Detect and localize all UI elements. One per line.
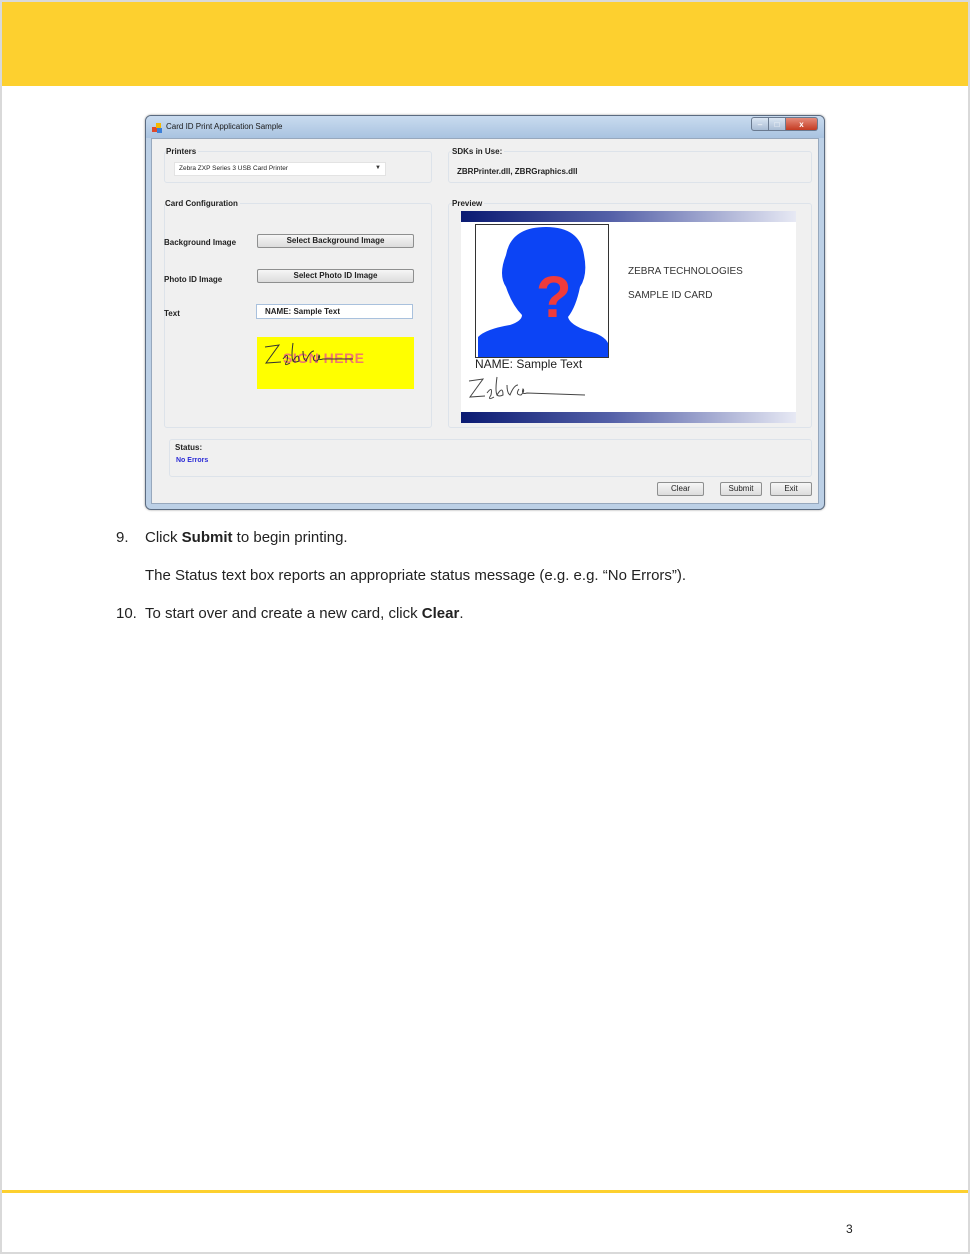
exit-button[interactable]: Exit (770, 482, 812, 496)
minimize-icon: – (757, 119, 763, 129)
card-company-text: ZEBRA TECHNOLOGIES (628, 266, 743, 277)
card-config-label: Card Configuration (165, 199, 238, 208)
unknown-person-icon (476, 225, 609, 358)
card-bottom-band (461, 412, 796, 423)
step-9-prefix: Click (145, 529, 182, 546)
chevron-down-icon[interactable]: ▼ (375, 165, 381, 171)
background-image-label: Background Image (164, 238, 237, 247)
signature-pad[interactable] (257, 337, 414, 389)
header-band (2, 2, 968, 86)
text-input[interactable]: NAME: Sample Text (256, 304, 413, 319)
sign-here-placeholder: SIGN HERE (283, 350, 365, 366)
select-background-image-button[interactable]: Select Background Image (257, 234, 414, 248)
clear-button[interactable]: Clear (657, 482, 704, 496)
printers-label: Printers (166, 147, 197, 156)
page-number: 3 (846, 1222, 853, 1236)
card-type-text: SAMPLE ID CARD (628, 290, 713, 301)
card-name-text: NAME: Sample Text (475, 357, 583, 371)
step-10-prefix: To start over and create a new card, click (145, 605, 422, 622)
card-top-band (461, 211, 796, 222)
sdks-value: ZBRPrinter.dll, ZBRGraphics.dll (457, 167, 578, 176)
window-client-area (151, 138, 819, 504)
photo-id-image-label: Photo ID Image (164, 275, 223, 284)
preview-label: Preview (452, 199, 483, 208)
photo-id (475, 224, 609, 358)
app-window (145, 115, 825, 510)
maximize-button[interactable] (769, 117, 786, 131)
step-10-text (145, 605, 464, 622)
step-9-bold: Submit (181, 529, 233, 546)
id-card-preview (461, 211, 796, 423)
card-signature (465, 373, 595, 407)
status-value: No Errors (176, 457, 209, 464)
status-label: Status: (175, 443, 203, 452)
close-button[interactable] (786, 117, 818, 131)
app-icon (152, 123, 162, 133)
step-9-text (145, 529, 348, 546)
step-10-suffix: . (459, 605, 464, 622)
window-title: Card ID Print Application Sample (166, 122, 283, 131)
step-10-bold: Clear (421, 605, 460, 622)
text-label: Text (164, 309, 180, 318)
signature-stroke (257, 337, 414, 389)
step-10-number: 10. (116, 605, 137, 622)
printer-select-value: Zebra ZXP Series 3 USB Card Printer (179, 165, 288, 172)
footer-rule (2, 1190, 968, 1193)
title-bar[interactable] (146, 116, 824, 138)
step-9-suffix: to begin printing. (232, 529, 348, 546)
svg-text:?: ? (536, 265, 572, 330)
step-9-note: The Status text box reports an appropriate status message (e.g. e.g. “No Errors”). (145, 567, 687, 584)
step-9-number: 9. (116, 529, 129, 546)
status-group (169, 439, 812, 477)
submit-button[interactable]: Submit (720, 482, 762, 496)
close-icon: x (799, 119, 804, 129)
maximize-icon: □ (774, 119, 780, 129)
select-photo-id-image-button[interactable]: Select Photo ID Image (257, 269, 414, 283)
document-page (2, 2, 968, 1252)
sdks-label: SDKs in Use: (452, 147, 503, 156)
printer-select[interactable] (174, 162, 386, 176)
minimize-button[interactable] (751, 117, 769, 131)
